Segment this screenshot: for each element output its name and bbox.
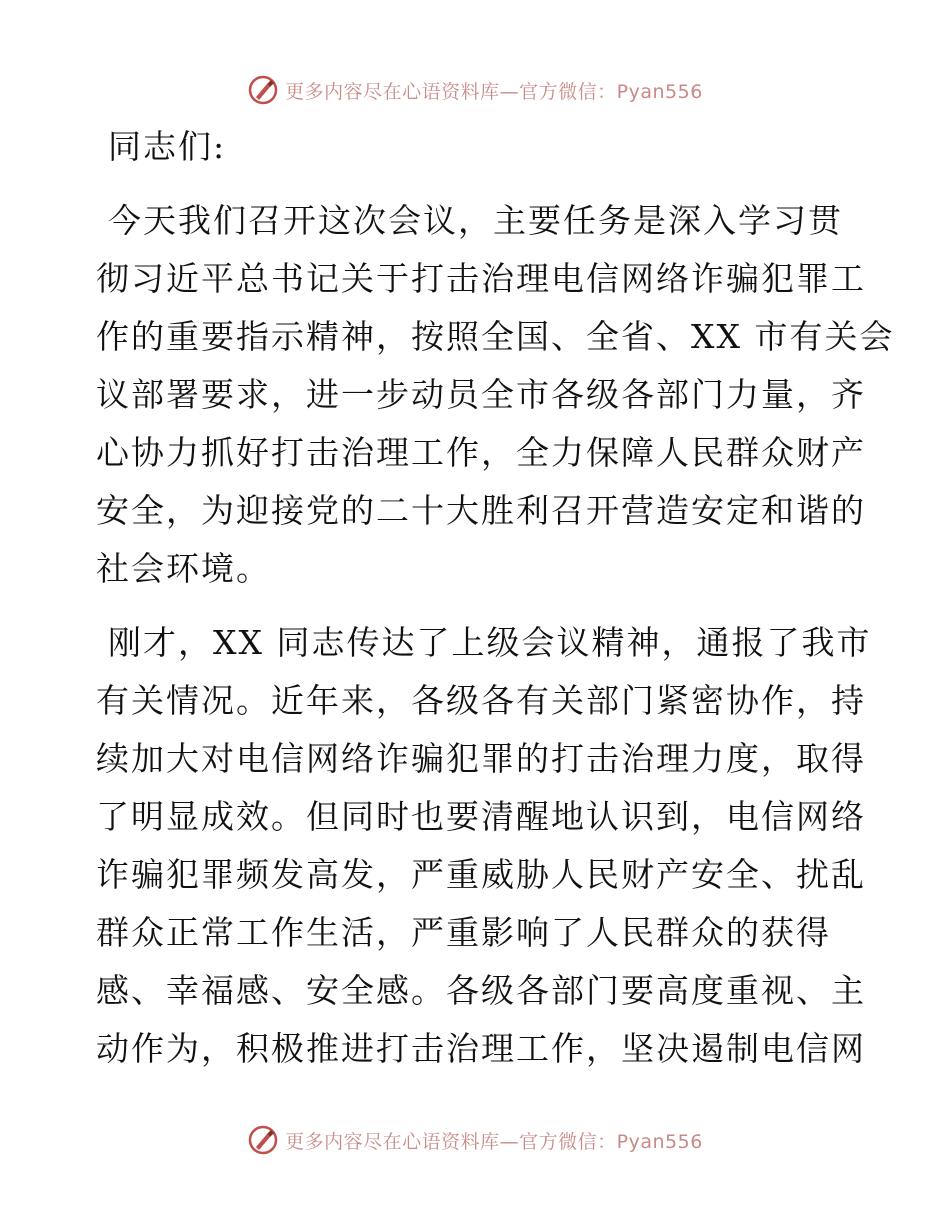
paragraph-line: 有关情况。近年来，各级各有关部门紧密协作，持 xyxy=(96,681,866,720)
footer-watermark-banner xyxy=(0,1120,950,1160)
paragraph-line: 社会环境。 xyxy=(96,549,271,588)
paragraph-line: 续加大对电信网络诈骗犯罪的打击治理力度，取得 xyxy=(96,739,866,778)
paragraph-line: 群众正常工作生活，严重影响了人民群众的获得 xyxy=(96,913,831,952)
paragraph-line: 诈骗犯罪频发高发，严重威胁人民财产安全、扰乱 xyxy=(96,855,866,894)
document-body xyxy=(96,118,895,1078)
paragraph-line: 作的重要指示精神，按照全国、全省、XX 市有关会 xyxy=(96,317,895,356)
footer-watermark-text: 更多内容尽在心语资料库—官方微信：Pyan556 xyxy=(285,1130,703,1153)
paragraph-line: 安全，为迎接党的二十大胜利召开营造安定和谐的 xyxy=(96,491,866,530)
header-watermark-text: 更多内容尽在心语资料库—官方微信：Pyan556 xyxy=(285,80,703,103)
paragraph-line: 感、幸福感、安全感。各级各部门要高度重视、主 xyxy=(96,971,866,1010)
header-watermark-banner xyxy=(0,70,950,110)
greeting: 同志们: xyxy=(108,127,227,166)
paragraph-line: 刚才，XX 同志传达了上级会议精神，通报了我市 xyxy=(108,623,872,662)
pen-nib-logo-icon xyxy=(247,74,279,106)
paragraph-line: 了明显成效。但同时也要清醒地认识到，电信网络 xyxy=(96,797,866,836)
paragraph-line: 动作为，积极推进打击治理工作，坚决遏制电信网 xyxy=(96,1029,866,1068)
paragraph-line: 彻习近平总书记关于打击治理电信网络诈骗犯罪工 xyxy=(96,259,866,298)
pen-nib-logo-icon xyxy=(247,1124,279,1156)
paragraph-1 xyxy=(96,192,895,598)
paragraph-2 xyxy=(96,614,872,1078)
paragraph-line: 议部署要求，进一步动员全市各级各部门力量，齐 xyxy=(96,375,866,414)
paragraph-line: 今天我们召开这次会议，主要任务是深入学习贯 xyxy=(108,201,843,240)
paragraph-line: 心协力抓好打击治理工作，全力保障人民群众财产 xyxy=(96,433,866,472)
